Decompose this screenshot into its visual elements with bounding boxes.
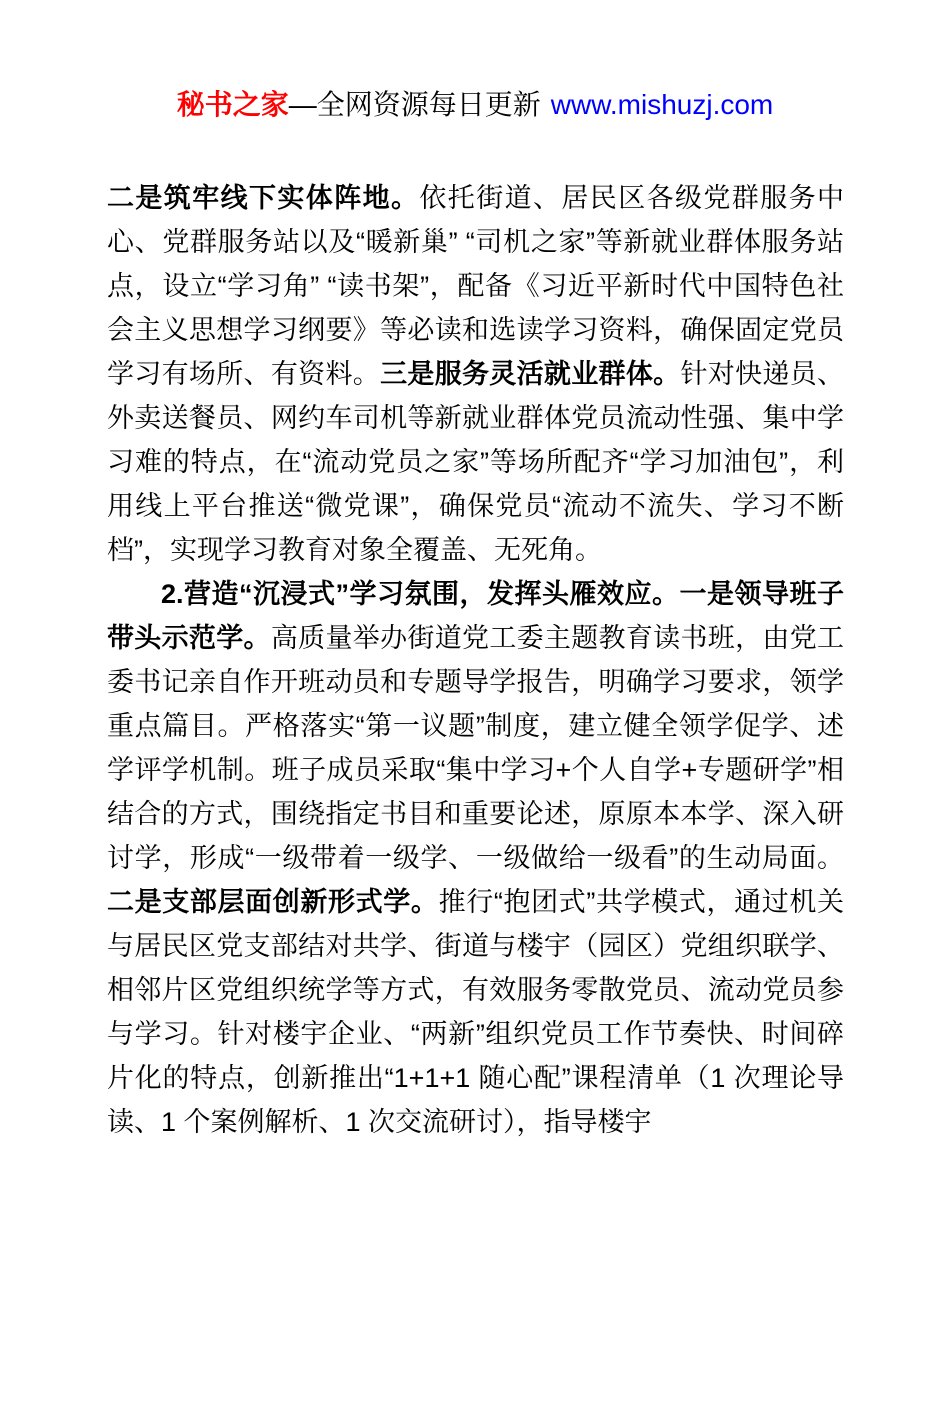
emphasis-run: 2.营造“沉浸式”学习氛围，发挥头雁效应。一是领导班子带头示范学。 xyxy=(107,579,844,653)
site-name: 秘书之家 xyxy=(176,89,289,120)
paragraph xyxy=(107,572,844,1144)
site-header xyxy=(0,84,950,126)
text-run: 依托街道、居民区各级党群服务中心、党群服务站以及“暖新巢” “司机之家”等新就业群体服务站点，设立“学习角” “读书架”，配备《习近平新时代中国特色社会主义思想学习纲要》等必读和选读学习资料，确保固定党员学习有场所、有资料。 xyxy=(107,183,845,389)
document-body xyxy=(107,176,844,1144)
text-run: 高质量举办街道党工委主题教育读书班，由党工委书记亲自作开班动员和专题导学报告，明确学习要求，领学重点篇目。严格落实“第一议题”制度，建立健全领学促学、述学评学机制。班子成员采取“集中学习+个人自学+专题研学”相结合的方式，围绕指定书目和重要论述，原原本本学、深入研讨学，形成“一级带着一级学、一级做给一级看”的生动局面。 xyxy=(107,623,845,873)
emphasis-run: 二是筑牢线下实体阵地。 xyxy=(107,183,420,213)
text-run: 针对快递员、外卖送餐员、网约车司机等新就业群体党员流动性强、集中学习难的特点，在“流动党员之家”等场所配齐“学习加油包”，利用线上平台推送“微党课”，确保党员“流动不流失、学习不断档”，实现学习教育对象全覆盖、无死角。 xyxy=(107,359,845,565)
site-tagline: —全网资源每日更新 xyxy=(288,89,541,120)
emphasis-run: 二是支部层面创新形式学。 xyxy=(107,887,439,917)
site-url-link[interactable]: www.mishuzj.com xyxy=(550,89,774,120)
document-page xyxy=(0,84,950,1428)
text-run: 推行“抱团式”共学模式，通过机关与居民区党支部结对共学、街道与楼宇（园区）党组织联学、相邻片区党组织统学等方式，有效服务零散党员、流动党员参与学习。针对楼宇企业、“两新”组织党员工作节奏快、时间碎片化的特点，创新推出“1+1+1 随心配”课程清单（1 次理论导读、1 个案例解析、1 次交流研讨），指导楼宇 xyxy=(107,887,844,1137)
emphasis-run: 三是服务灵活就业群体。 xyxy=(380,359,681,389)
paragraph xyxy=(107,176,844,572)
